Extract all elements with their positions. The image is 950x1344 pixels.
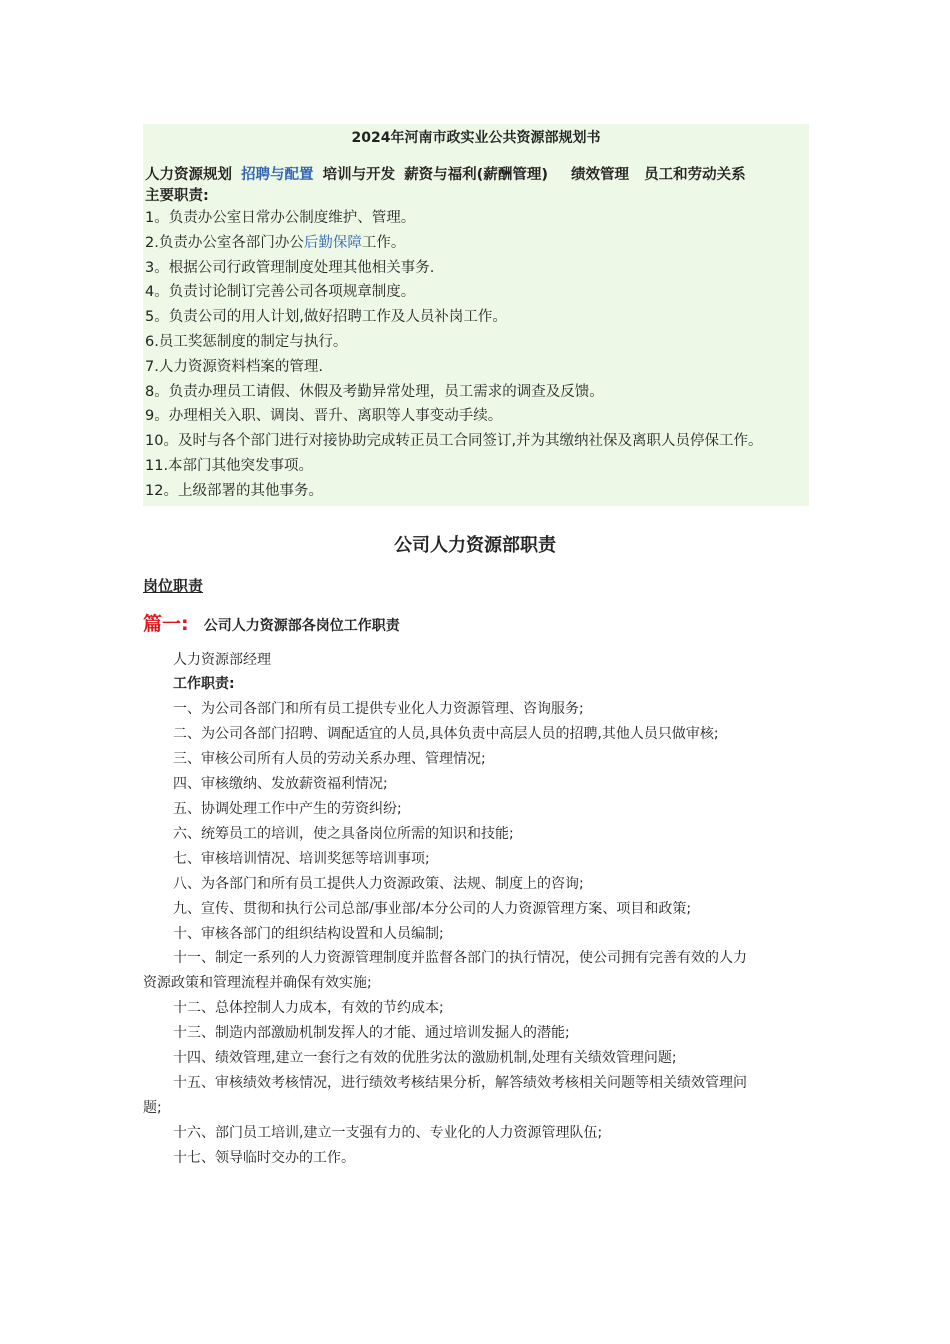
list-item: 十七、领导临时交办的工作。 bbox=[173, 1149, 355, 1166]
section-title: 公司人力资源部职责 bbox=[394, 534, 556, 556]
chapter-label: 篇一: bbox=[143, 612, 189, 635]
list-item-15-line1: 十五、审核绩效考核情况，进行绩效考核结果分析，解答绩效考核相关问题等相关绩效管理问 bbox=[173, 1074, 747, 1091]
duty-item: 3。根据公司行政管理制度处理其他相关事务. bbox=[145, 259, 435, 276]
module-compensation: 薪资与福利(薪酬管理) bbox=[404, 167, 548, 183]
list-item: 六、统筹员工的培训，使之具备岗位所需的知识和技能; bbox=[173, 825, 514, 842]
duty-item-2 bbox=[145, 231, 807, 256]
list-item: 四、审核缴纳、发放薪资福利情况; bbox=[173, 776, 388, 793]
module-hr-planning: 人力资源规划 bbox=[145, 167, 232, 183]
role-name: 人力资源部经理 bbox=[173, 651, 271, 668]
list-item-15-line2: 题; bbox=[143, 1099, 162, 1116]
list-item: 一、为公司各部门和所有员工提供专业化人力资源管理、咨询服务; bbox=[173, 701, 584, 718]
duty-item: 12。上级部署的其他事务。 bbox=[145, 482, 323, 499]
list-item: 十三、制造内部激励机制发挥人的才能、通过培训发掘人的潜能; bbox=[173, 1025, 570, 1042]
plan-summary-box bbox=[143, 124, 809, 506]
duty-item: 11.本部门其他突发事项。 bbox=[145, 457, 314, 474]
duty-2-text-post: 工作。 bbox=[361, 234, 406, 251]
list-item: 十六、部门员工培训,建立一支强有力的、专业化的人力资源管理队伍; bbox=[173, 1124, 603, 1141]
list-item: 二、为公司各部门招聘、调配适宜的人员,具体负责中高层人员的招聘,其他人员只做审核; bbox=[173, 726, 719, 743]
logistics-support-link[interactable]: 后勤保障 bbox=[303, 234, 362, 251]
list-item: 七、审核培训情况、培训奖惩等培训事项; bbox=[173, 850, 430, 867]
duty-item: 9。办理相关入职、调岗、晋升、离职等人事变动手续。 bbox=[145, 408, 503, 425]
duty-item: 10。及时与各个部门进行对接协助完成转正员工合同签订,并为其缴纳社保及离职人员停保工作。 bbox=[145, 433, 763, 450]
duty-item: 7.人力资源资料档案的管理. bbox=[145, 358, 323, 375]
module-performance: 绩效管理 bbox=[571, 167, 630, 183]
module-recruitment-link[interactable]: 招聘与配置 bbox=[241, 167, 314, 183]
work-duties-heading: 工作职责: bbox=[173, 676, 235, 693]
chapter-title: 公司人力资源部各岗位工作职责 bbox=[203, 617, 400, 634]
duty-item: 6.员工奖惩制度的制定与执行。 bbox=[145, 333, 348, 350]
document-page bbox=[143, 124, 807, 1171]
list-item: 十四、绩效管理,建立一套行之有效的优胜劣汰的激励机制,处理有关绩效管理问题; bbox=[173, 1050, 677, 1067]
list-item: 九、宣传、贯彻和执行公司总部/事业部/本分公司的人力资源管理方案、项目和政策; bbox=[173, 900, 692, 917]
duty-item: 5。负责公司的用人计划,做好招聘工作及人员补岗工作。 bbox=[145, 309, 507, 326]
list-item: 三、审核公司所有人员的劳动关系办理、管理情况; bbox=[173, 751, 486, 768]
module-labor-relations: 员工和劳动关系 bbox=[644, 167, 746, 183]
duty-2-text-pre: 2.负责办公室各部门办公 bbox=[145, 234, 304, 251]
list-item-11-line2: 资源政策和管理流程并确保有效实施; bbox=[143, 975, 372, 992]
post-duty-heading: 岗位职责 bbox=[143, 576, 204, 595]
chapter-heading bbox=[143, 610, 807, 640]
document-title: 2024年河南市政实业公共资源部规划书 bbox=[351, 130, 601, 146]
job-description-body bbox=[143, 648, 807, 1171]
duty-item: 4。负责讨论制订完善公司各项规章制度。 bbox=[145, 284, 416, 301]
list-item: 十二、总体控制人力成本，有效的节约成本; bbox=[173, 1000, 444, 1017]
main-duties-heading: 主要职责: bbox=[145, 188, 209, 204]
duty-item: 1。负责办公室日常办公制度维护、管理。 bbox=[145, 210, 416, 226]
list-item: 八、为各部门和所有员工提供人力资源政策、法规、制度上的咨询; bbox=[173, 875, 584, 892]
hr-modules-row bbox=[145, 164, 807, 186]
list-item: 五、协调处理工作中产生的劳资纠纷; bbox=[173, 801, 402, 817]
duty-item: 8。负责办理员工请假、休假及考勤异常处理，员工需求的调查及反馈。 bbox=[145, 383, 604, 400]
list-item-11-line1: 十一、制定一系列的人力资源管理制度并监督各部门的执行情况，使公司拥有完善有效的人力 bbox=[173, 950, 747, 967]
list-item: 十、审核各部门的组织结构设置和人员编制; bbox=[173, 925, 444, 942]
module-training: 培训与开发 bbox=[322, 167, 396, 183]
